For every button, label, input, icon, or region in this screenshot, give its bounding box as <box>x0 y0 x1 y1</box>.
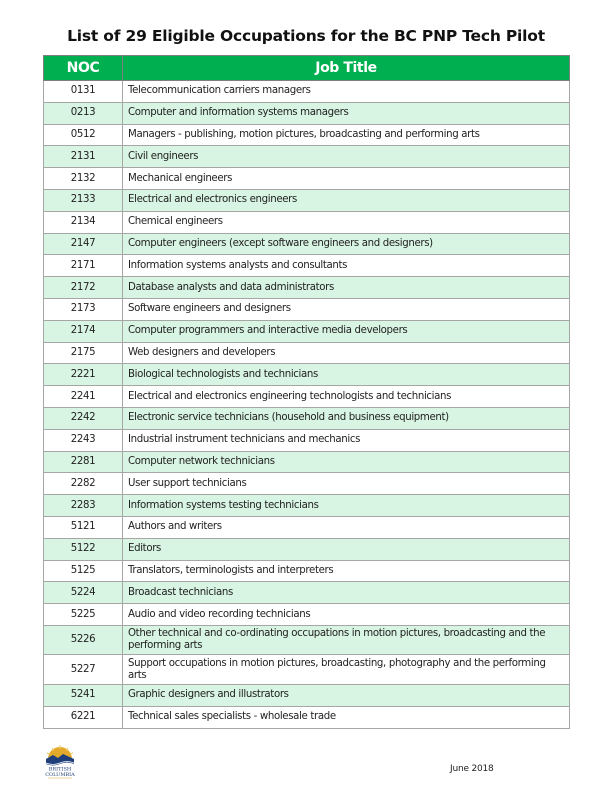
document-date: June 2018 <box>450 764 494 774</box>
job-title-cell: Computer engineers (except software engineers and designers) <box>123 233 570 255</box>
table-row <box>44 429 570 451</box>
table-row <box>44 320 570 342</box>
table-row <box>44 298 570 320</box>
job-title-cell: Web designers and developers <box>123 342 570 364</box>
job-title-cell: User support technicians <box>123 473 570 495</box>
table-row <box>44 81 570 103</box>
table-row <box>44 473 570 495</box>
job-title-cell: Graphic designers and illustrators <box>123 684 570 706</box>
table-row <box>44 655 570 685</box>
noc-code-cell: 2175 <box>44 342 123 364</box>
table-header-row <box>44 56 570 81</box>
table-row <box>44 364 570 386</box>
job-title-cell: Chemical engineers <box>123 211 570 233</box>
table-row <box>44 407 570 429</box>
noc-code-cell: 2172 <box>44 277 123 299</box>
table-body <box>44 81 570 729</box>
noc-code-cell: 5226 <box>44 625 123 655</box>
table-row <box>44 604 570 626</box>
noc-code-cell: 5122 <box>44 538 123 560</box>
noc-code-cell: 2241 <box>44 386 123 408</box>
noc-code-cell: 2133 <box>44 189 123 211</box>
column-header-job-title: Job Title <box>123 56 570 81</box>
noc-code-cell: 2221 <box>44 364 123 386</box>
noc-code-cell: 5227 <box>44 655 123 685</box>
job-title-cell: Database analysts and data administrators <box>123 277 570 299</box>
column-header-noc: NOC <box>44 56 123 81</box>
noc-code-cell: 2134 <box>44 211 123 233</box>
table-row <box>44 124 570 146</box>
table-row <box>44 538 570 560</box>
noc-code-cell: 2283 <box>44 495 123 517</box>
table-row <box>44 146 570 168</box>
noc-code-cell: 6221 <box>44 706 123 728</box>
logo-text-british: BRITISH <box>48 766 72 773</box>
noc-code-cell: 0213 <box>44 102 123 124</box>
noc-code-cell: 2147 <box>44 233 123 255</box>
table-row <box>44 560 570 582</box>
job-title-cell: Biological technologists and technicians <box>123 364 570 386</box>
table-row <box>44 495 570 517</box>
noc-code-cell: 5125 <box>44 560 123 582</box>
job-title-cell: Electrical and electronics engineers <box>123 189 570 211</box>
bc-government-logo <box>38 742 82 780</box>
job-title-cell: Electrical and electronics engineering technologists and technicians <box>123 386 570 408</box>
table-row <box>44 277 570 299</box>
job-title-cell: Technical sales specialists - wholesale trade <box>123 706 570 728</box>
job-title-cell: Editors <box>123 538 570 560</box>
job-title-cell: Support occupations in motion pictures, broadcasting, photography and the performing arts <box>123 655 570 685</box>
table-row <box>44 386 570 408</box>
noc-code-cell: 2132 <box>44 168 123 190</box>
noc-code-cell: 5121 <box>44 516 123 538</box>
table-row <box>44 706 570 728</box>
job-title-cell: Broadcast technicians <box>123 582 570 604</box>
occupations-table <box>43 55 570 729</box>
job-title-cell: Computer and information systems managers <box>123 102 570 124</box>
job-title-cell: Industrial instrument technicians and mechanics <box>123 429 570 451</box>
noc-code-cell: 2174 <box>44 320 123 342</box>
table-row <box>44 451 570 473</box>
job-title-cell: Computer programmers and interactive media developers <box>123 320 570 342</box>
table-row <box>44 684 570 706</box>
document-title: List of 29 Eligible Occupations for the BC PNP Tech Pilot <box>67 27 545 45</box>
noc-code-cell: 5241 <box>44 684 123 706</box>
job-title-cell: Electronic service technicians (household and business equipment) <box>123 407 570 429</box>
job-title-cell: Information systems testing technicians <box>123 495 570 517</box>
job-title-cell: Information systems analysts and consultants <box>123 255 570 277</box>
job-title-cell: Computer network technicians <box>123 451 570 473</box>
noc-code-cell: 2171 <box>44 255 123 277</box>
table-row <box>44 342 570 364</box>
table-row <box>44 255 570 277</box>
job-title-cell: Mechanical engineers <box>123 168 570 190</box>
logo-text-columbia: COLUMBIA <box>45 772 75 778</box>
table-row <box>44 102 570 124</box>
table-row <box>44 516 570 538</box>
noc-code-cell: 0131 <box>44 81 123 103</box>
noc-code-cell: 5224 <box>44 582 123 604</box>
noc-code-cell: 2281 <box>44 451 123 473</box>
noc-code-cell: 5225 <box>44 604 123 626</box>
job-title-cell: Other technical and co-ordinating occupations in motion pictures, broadcasting and the performing arts <box>123 625 570 655</box>
noc-code-cell: 2243 <box>44 429 123 451</box>
noc-code-cell: 2282 <box>44 473 123 495</box>
table-row <box>44 625 570 655</box>
table-row <box>44 233 570 255</box>
job-title-cell: Managers - publishing, motion pictures, broadcasting and performing arts <box>123 124 570 146</box>
job-title-cell: Translators, terminologists and interpreters <box>123 560 570 582</box>
noc-code-cell: 2131 <box>44 146 123 168</box>
noc-code-cell: 0512 <box>44 124 123 146</box>
table-row <box>44 168 570 190</box>
table-row <box>44 582 570 604</box>
table-row <box>44 211 570 233</box>
noc-code-cell: 2173 <box>44 298 123 320</box>
job-title-cell: Civil engineers <box>123 146 570 168</box>
job-title-cell: Audio and video recording technicians <box>123 604 570 626</box>
noc-code-cell: 2242 <box>44 407 123 429</box>
table-row <box>44 189 570 211</box>
job-title-cell: Authors and writers <box>123 516 570 538</box>
job-title-cell: Software engineers and designers <box>123 298 570 320</box>
job-title-cell: Telecommunication carriers managers <box>123 81 570 103</box>
